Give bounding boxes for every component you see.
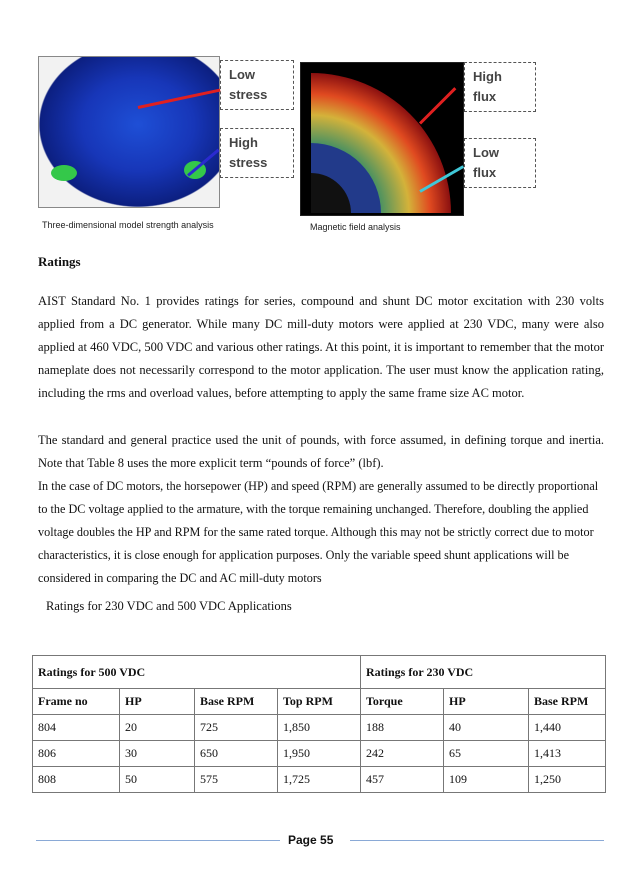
flux-quarter-section [301,63,463,215]
header-base-rpm-500: Base RPM [195,689,278,715]
stress-analysis-figure [38,56,298,236]
table-title: Ratings for 230 VDC and 500 VDC Applications [46,599,292,613]
low-flux-label-1: Low [473,145,499,160]
footer-rule-right [350,840,604,841]
cell-frame: 806 [33,741,120,767]
low-stress-callout [220,60,294,110]
low-stress-label-1: Low [229,67,255,82]
table-group-header-row [33,656,606,689]
high-stress-label-2: stress [229,155,268,170]
low-flux-label-2: flux [473,165,497,180]
header-top-rpm-500: Top RPM [278,689,361,715]
high-flux-callout [464,62,536,112]
header-hp-230: HP [444,689,529,715]
cell-hp-500: 50 [120,767,195,793]
group-230-vdc: Ratings for 230 VDC [361,656,606,689]
high-flux-label-1: High [473,69,502,84]
cell-base-rpm-230: 1,250 [529,767,606,793]
cell-top-rpm-500: 1,850 [278,715,361,741]
high-stress-label-1: High [229,135,258,150]
header-hp-500: HP [120,689,195,715]
header-frame-no: Frame no [33,689,120,715]
table-row [33,715,606,741]
cell-torque: 242 [361,741,444,767]
magnetic-field-figure [300,62,540,242]
cell-top-rpm-500: 1,950 [278,741,361,767]
cell-frame: 804 [33,715,120,741]
cell-base-rpm-230: 1,413 [529,741,606,767]
cell-torque: 457 [361,767,444,793]
paragraph-aist-standard: AIST Standard No. 1 provides ratings for series, compound and shunt DC motor excitation with 230 volts applied from a DC generator. While many DC mill-duty motors were applied at 230 VDC, many were also applied at 460 VDC, 500 VDC and various other ratings. At this point, it is important to remember that the motor nameplate does not necessarily correspond to the motor application. The user must know the application rating, including the rms and overload values, before attempting to apply the same frame size AC motor. [38,294,604,400]
cell-base-rpm-230: 1,440 [529,715,606,741]
stress-analysis-image [38,56,220,208]
cell-hp-230: 40 [444,715,529,741]
cell-top-rpm-500: 1,725 [278,767,361,793]
paragraph-units: The standard and general practice used the unit of pounds, with force assumed, in defining torque and inertia. Note that Table 8 uses the more explicit term “pounds of force” (lbf). [38,433,604,470]
high-stress-callout [220,128,294,178]
cell-torque: 188 [361,715,444,741]
left-figure-caption: Three-dimensional model strength analysis [42,220,214,230]
right-figure-caption: Magnetic field analysis [310,222,401,232]
cell-base-rpm-500: 650 [195,741,278,767]
header-torque: Torque [361,689,444,715]
table-row [33,767,606,793]
low-flux-callout [464,138,536,188]
cell-base-rpm-500: 575 [195,767,278,793]
cell-hp-230: 65 [444,741,529,767]
footer-rule-left [36,840,280,841]
high-flux-label-2: flux [473,89,497,104]
ratings-table [32,655,606,793]
page-number: Page 55 [288,833,334,847]
section-heading: Ratings [38,254,81,269]
table-row [33,741,606,767]
paragraph-dc-motors: In the case of DC motors, the horsepower (HP) and speed (RPM) are generally assumed to be directly proportional to the DC voltage applied to the armature, with the torque remaining unchanged. Therefore, doubling the applied voltage doubles the HP and RPM for the same rated torque. Although this may not be strictly correct due to motor characteristics, it is close enough for application purposes. Only the variable speed shunt applications will be considered in comparing the DC and AC mill-duty motors [38,479,599,585]
header-base-rpm-230: Base RPM [529,689,606,715]
high-stress-region [51,165,77,181]
low-stress-label-2: stress [229,87,268,102]
cell-base-rpm-500: 725 [195,715,278,741]
cell-hp-500: 30 [120,741,195,767]
table-header-row [33,689,606,715]
magnetic-field-image [300,62,464,216]
cell-hp-500: 20 [120,715,195,741]
cell-hp-230: 109 [444,767,529,793]
group-500-vdc: Ratings for 500 VDC [33,656,361,689]
cell-frame: 808 [33,767,120,793]
